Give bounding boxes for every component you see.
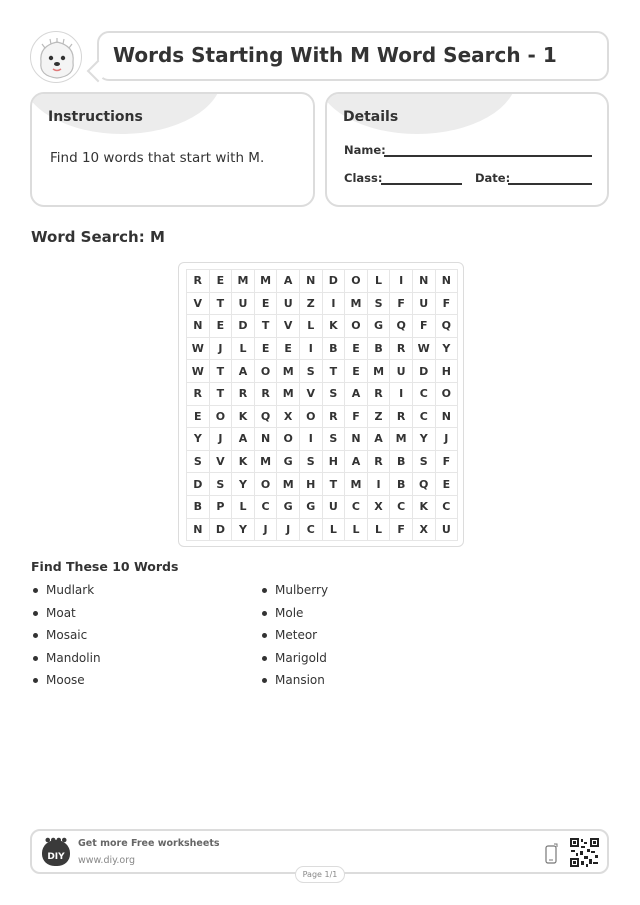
word-list-item: Mandolin — [31, 650, 101, 673]
grid-cell: H — [436, 360, 459, 383]
grid-cell: Q — [255, 406, 278, 429]
grid-cell: N — [413, 270, 436, 293]
date-label: Date: — [475, 171, 511, 185]
grid-cell: I — [323, 293, 346, 316]
grid-cell: W — [187, 338, 210, 361]
grid-cell: M — [345, 473, 368, 496]
grid-cell: O — [255, 360, 278, 383]
grid-cell: B — [390, 473, 413, 496]
grid-cell: I — [300, 428, 323, 451]
grid-cell: N — [436, 270, 459, 293]
name-label: Name: — [344, 143, 386, 157]
grid-cell: Q — [413, 473, 436, 496]
name-field[interactable] — [384, 155, 592, 157]
grid-cell: L — [345, 519, 368, 542]
grid-cell: U — [390, 360, 413, 383]
date-field[interactable] — [508, 183, 592, 185]
grid-cell: I — [368, 473, 391, 496]
class-label: Class: — [344, 171, 383, 185]
grid-cell: Y — [232, 519, 255, 542]
grid-cell: A — [368, 428, 391, 451]
grid-cell: O — [300, 406, 323, 429]
grid-cell: R — [255, 383, 278, 406]
word-list-item: Mansion — [260, 672, 328, 695]
grid-cell: M — [390, 428, 413, 451]
grid-cell: A — [232, 428, 255, 451]
page-indicator: Page 1/1 — [295, 866, 345, 883]
grid-cell: E — [345, 338, 368, 361]
grid-cell: V — [277, 315, 300, 338]
grid-cell: D — [210, 519, 233, 542]
grid-cell: D — [232, 315, 255, 338]
grid-cell: S — [323, 383, 346, 406]
grid-cell: K — [232, 406, 255, 429]
word-list-item: Moat — [31, 605, 101, 628]
grid-cell: E — [277, 338, 300, 361]
grid-cell: U — [277, 293, 300, 316]
grid-cell: S — [368, 293, 391, 316]
grid-cell: I — [390, 270, 413, 293]
qr-code-icon[interactable] — [569, 837, 600, 868]
grid-cell: O — [210, 406, 233, 429]
grid-cell: A — [277, 270, 300, 293]
grid-cell: C — [255, 496, 278, 519]
grid-cell: N — [255, 428, 278, 451]
instructions-text: Find 10 words that start with M. — [50, 150, 265, 166]
grid-cell: U — [436, 519, 459, 542]
grid-cell: M — [277, 383, 300, 406]
grid-cell: D — [413, 360, 436, 383]
grid-cell: S — [210, 473, 233, 496]
grid-cell: Y — [413, 428, 436, 451]
grid-cell: N — [345, 428, 368, 451]
word-list-item: Mudlark — [31, 582, 101, 605]
grid-cell: Q — [390, 315, 413, 338]
grid-cell: Z — [368, 406, 391, 429]
grid-cell: B — [368, 338, 391, 361]
grid-cell: U — [323, 496, 346, 519]
grid-cell: W — [187, 360, 210, 383]
grid-cell: Z — [300, 293, 323, 316]
phone-icon — [545, 843, 558, 864]
grid-cell: C — [390, 496, 413, 519]
grid-cell: L — [232, 496, 255, 519]
instructions-heading: Instructions — [48, 109, 143, 125]
grid-cell: N — [436, 406, 459, 429]
word-list-item: Moose — [31, 672, 101, 695]
grid-cell: G — [277, 496, 300, 519]
grid-cell: E — [210, 315, 233, 338]
grid-cell: N — [300, 270, 323, 293]
grid-cell: I — [300, 338, 323, 361]
title-banner — [97, 31, 609, 81]
grid-cell: M — [277, 473, 300, 496]
details-heading: Details — [343, 109, 399, 125]
grid-cell: U — [232, 293, 255, 316]
grid-cell: I — [390, 383, 413, 406]
details-panel — [325, 92, 609, 207]
grid-cell: O — [436, 383, 459, 406]
grid-cell: B — [323, 338, 346, 361]
grid-cell: G — [368, 315, 391, 338]
grid-cell: M — [345, 293, 368, 316]
letter-grid — [186, 269, 458, 541]
class-field[interactable] — [381, 183, 462, 185]
grid-cell: D — [323, 270, 346, 293]
grid-cell: W — [413, 338, 436, 361]
grid-cell: B — [390, 451, 413, 474]
grid-cell: A — [232, 360, 255, 383]
footer-website-link[interactable]: www.diy.org — [78, 855, 135, 866]
word-list-item: Meteor — [260, 627, 328, 650]
grid-cell: V — [300, 383, 323, 406]
grid-cell: E — [436, 473, 459, 496]
word-list-column-1 — [31, 582, 101, 695]
word-list-item: Mulberry — [260, 582, 328, 605]
grid-cell: J — [436, 428, 459, 451]
word-list-heading: Find These 10 Words — [31, 559, 179, 574]
grid-cell: S — [323, 428, 346, 451]
grid-cell: X — [368, 496, 391, 519]
grid-cell: T — [210, 293, 233, 316]
grid-cell: S — [187, 451, 210, 474]
grid-cell: H — [323, 451, 346, 474]
grid-cell: O — [255, 473, 278, 496]
grid-cell: M — [368, 360, 391, 383]
grid-cell: U — [413, 293, 436, 316]
grid-cell: R — [187, 383, 210, 406]
grid-cell: H — [300, 473, 323, 496]
grid-cell: C — [436, 496, 459, 519]
grid-cell: T — [323, 473, 346, 496]
grid-cell: T — [323, 360, 346, 383]
word-list-item: Mole — [260, 605, 328, 628]
grid-cell: O — [277, 428, 300, 451]
grid-cell: N — [187, 519, 210, 542]
grid-cell: V — [187, 293, 210, 316]
instructions-panel — [30, 92, 315, 207]
grid-cell: M — [255, 451, 278, 474]
grid-cell: G — [300, 496, 323, 519]
grid-cell: R — [390, 338, 413, 361]
grid-cell: N — [187, 315, 210, 338]
grid-cell: L — [323, 519, 346, 542]
grid-cell: A — [345, 383, 368, 406]
grid-cell: B — [187, 496, 210, 519]
grid-cell: D — [187, 473, 210, 496]
grid-cell: E — [255, 338, 278, 361]
grid-cell: E — [255, 293, 278, 316]
grid-cell: T — [210, 360, 233, 383]
grid-cell: M — [255, 270, 278, 293]
grid-cell: F — [390, 293, 413, 316]
grid-cell: F — [436, 293, 459, 316]
grid-cell: O — [345, 270, 368, 293]
grid-cell: O — [345, 315, 368, 338]
grid-cell: K — [232, 451, 255, 474]
grid-cell: L — [368, 519, 391, 542]
grid-cell: K — [413, 496, 436, 519]
grid-cell: M — [277, 360, 300, 383]
grid-cell: R — [368, 383, 391, 406]
word-list-item: Marigold — [260, 650, 328, 673]
grid-cell: F — [413, 315, 436, 338]
grid-cell: L — [232, 338, 255, 361]
word-search-grid-box — [178, 262, 464, 547]
grid-cell: J — [277, 519, 300, 542]
word-search-heading: Word Search: M — [31, 228, 165, 246]
grid-cell: P — [210, 496, 233, 519]
grid-cell: R — [187, 270, 210, 293]
diy-logo[interactable]: DIY — [42, 840, 70, 866]
grid-cell: C — [413, 406, 436, 429]
footer-promo-text: Get more Free worksheets — [78, 838, 220, 849]
grid-cell: J — [210, 428, 233, 451]
grid-cell: T — [210, 383, 233, 406]
mascot-avatar — [30, 31, 82, 83]
grid-cell: G — [277, 451, 300, 474]
grid-cell: E — [187, 406, 210, 429]
grid-cell: A — [345, 451, 368, 474]
grid-cell: Y — [232, 473, 255, 496]
grid-cell: R — [390, 406, 413, 429]
grid-cell: E — [345, 360, 368, 383]
grid-cell: Y — [436, 338, 459, 361]
grid-cell: S — [300, 360, 323, 383]
grid-cell: S — [413, 451, 436, 474]
page-title: Words Starting With M Word Search - 1 — [113, 43, 557, 67]
grid-cell: E — [210, 270, 233, 293]
grid-cell: Q — [436, 315, 459, 338]
grid-cell: R — [368, 451, 391, 474]
grid-cell: J — [210, 338, 233, 361]
grid-cell: M — [232, 270, 255, 293]
grid-cell: R — [232, 383, 255, 406]
grid-cell: R — [323, 406, 346, 429]
grid-cell: X — [277, 406, 300, 429]
grid-cell: V — [210, 451, 233, 474]
grid-cell: J — [255, 519, 278, 542]
grid-cell: Y — [187, 428, 210, 451]
grid-cell: C — [413, 383, 436, 406]
grid-cell: X — [413, 519, 436, 542]
word-list-column-2 — [260, 582, 328, 695]
grid-cell: T — [255, 315, 278, 338]
grid-cell: C — [345, 496, 368, 519]
grid-cell: F — [390, 519, 413, 542]
grid-cell: K — [323, 315, 346, 338]
grid-cell: S — [300, 451, 323, 474]
grid-cell: F — [436, 451, 459, 474]
grid-cell: F — [345, 406, 368, 429]
word-list-item: Mosaic — [31, 627, 101, 650]
grid-cell: L — [368, 270, 391, 293]
grid-cell: C — [300, 519, 323, 542]
grid-cell: L — [300, 315, 323, 338]
